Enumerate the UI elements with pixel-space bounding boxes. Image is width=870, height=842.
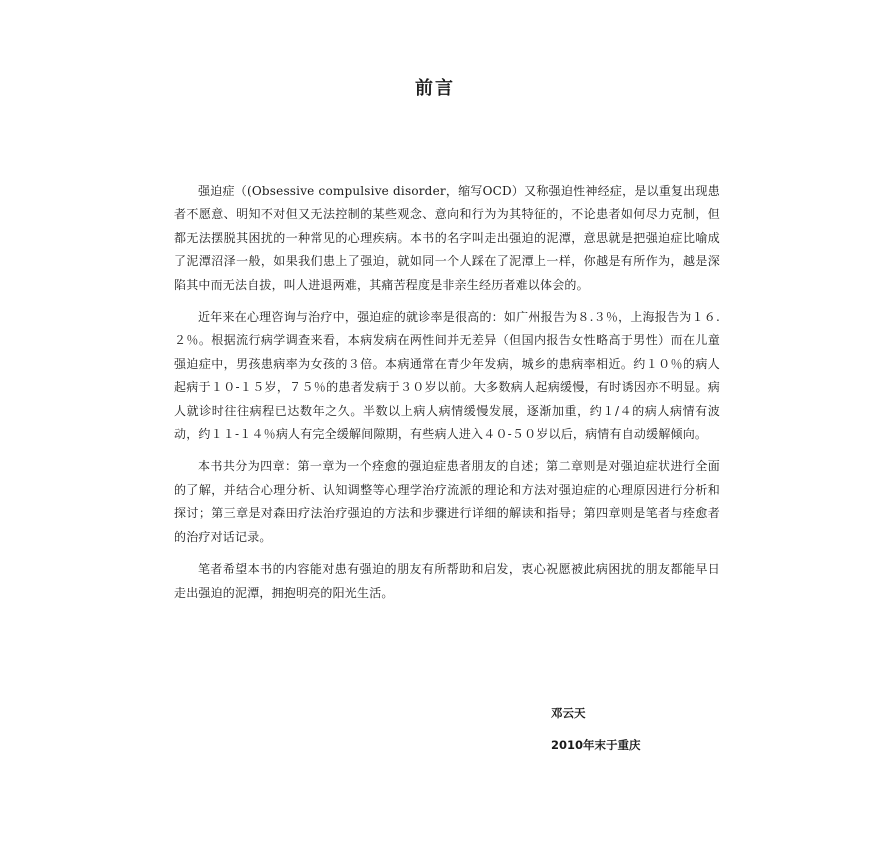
paragraph-closing: 笔者希望本书的内容能对患有强迫的朋友有所帮助和启发，衷心祝愿被此病困扰的朋友都能早日走出强迫的泥潭，拥抱明亮的阳光生活。 bbox=[174, 562, 720, 600]
paragraph-statistics: 近年来在心理咨询与治疗中，强迫症的就诊率是很高的：如广州报告为８.３％，上海报告为１６.２％。根据流行病学调查来看，本病发病在两性间并无差异（但国内报告女性略高于男性）而在儿童强迫症中，男孩患病率为女孩的３倍。本病通常在青少年发病，城乡的患病率相近。约１０％的病人起病于１０-１５岁，７５％的患者发病于３０岁以前。大多数病人起病缓慢，有时诱因亦不明显。病人就诊时往往病程已达数年之久。半数以上病人病情缓慢发展，逐渐加重，约１/４的病人病情有波动，约１１-１４％病人有完全缓解间隙期，有些病人进入４０-５０岁以后，病情有自动缓解倾向。 bbox=[174, 310, 720, 442]
paragraph-intro: 强迫症（(Obsessive compulsive disorder，缩写OCD）又称强迫性神经症，是以重复出现患者不愿意、明知不对但又无法控制的某些观念、意向和行为为其特征的，不论患者如何尽力克制，但都无法摆脱其困扰的一种常见的心理疾病。本书的名字叫走出强迫的泥潭，意思就是把强迫症比喻成了泥潭沼泽一般，如果我们患上了强迫，就如同一个人踩在了泥潭上一样，你越是有所作为，越是深陷其中而无法自拔，叫人进退两难，其痛苦程度是非亲生经历者难以体会的。 bbox=[174, 184, 720, 292]
author-signature: 邓云天 bbox=[551, 706, 586, 720]
document-body bbox=[174, 180, 720, 614]
signature-date-place: 2010年末于重庆 bbox=[551, 738, 641, 752]
paragraph-chapters: 本书共分为四章：第一章为一个痊愈的强迫症患者朋友的自述；第二章则是对强迫症状进行全面的了解，并结合心理分析、认知调整等心理学治疗流派的理论和方法对强迫症的心理原因进行分析和探讨；第三章是对森田疗法治疗强迫的方法和步骤进行详细的解读和指导；第四章则是笔者与痊愈者的治疗对话记录。 bbox=[174, 459, 720, 544]
page-title: 前言 bbox=[415, 78, 455, 99]
